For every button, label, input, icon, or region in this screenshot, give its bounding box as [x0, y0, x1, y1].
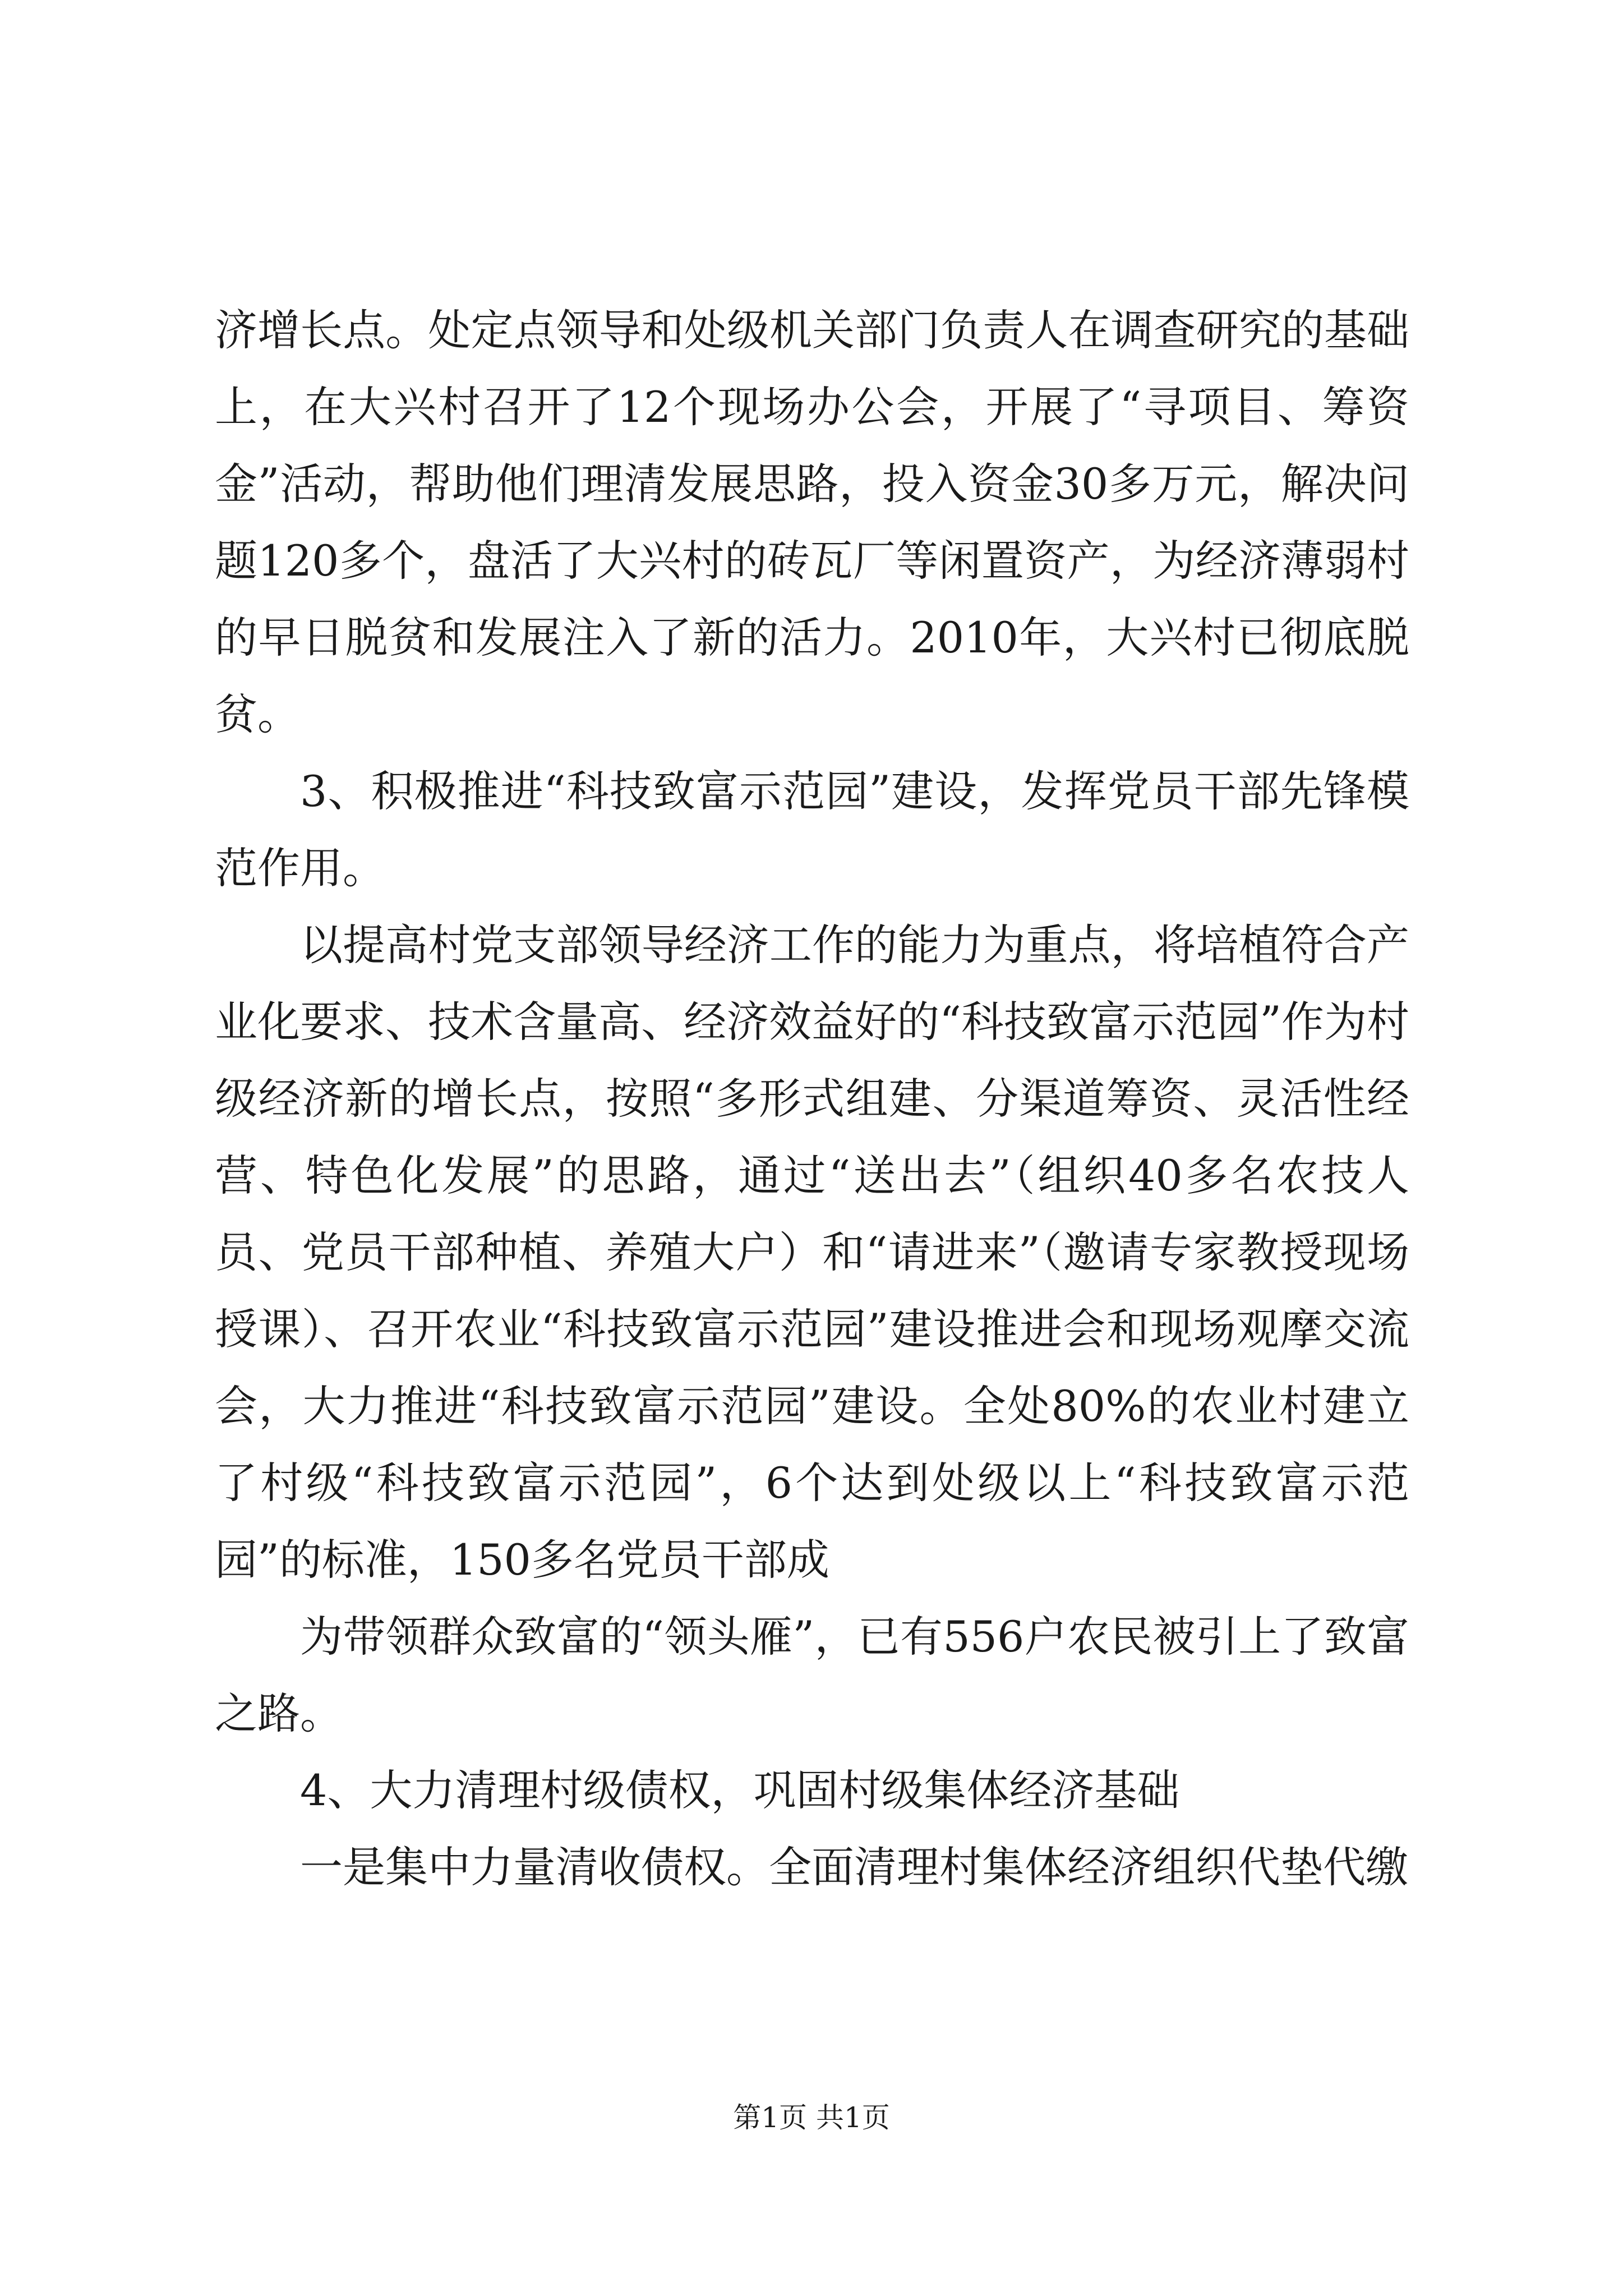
paragraph-6: 一是集中力量清收债权。全面清理村集体经济组织代垫代缴 [300, 1842, 1408, 1892]
page-footer: 第1页 共1页 [733, 2101, 890, 2134]
paragraph-1: 济增长点。处定点领导和处级机关部门负责人在调查研究的基础上，在大兴村召开了12个现场办公会，开展了“寻项目、筹资金”活动，帮助他们理清发展思路，投入资金30多万元，解决问题120多个，盘活了大兴村的砖瓦厂等闲置资产，为经济薄弱村的早日脱贫和发展注入了新的活力。2010年，大兴村已彻底脱贫。 [215, 305, 1409, 739]
paragraph-5-heading: 4、大力清理村级债权，巩固村级集体经济基础 [300, 1765, 1180, 1815]
document-body [215, 292, 1409, 1906]
paragraph-3: 以提高村党支部领导经济工作的能力为重点，将培植符合产业化要求、技术含量高、经济效益好的“科技致富示范园”作为村级经济新的增长点，按照“多形式组建、分渠道筹资、灵活性经营、特色化发展”的思路，通过“送出去”（组织40多名农技人员、党员干部种植、养殖大户）和“请进来”（邀请专家教授现场授课）、召开农业“科技致富示范园”建设推进会和现场观摩交流会，大力推进“科技致富示范园”建设。全处80%的农业村建立了村级“科技致富示范园”，6个达到处级以上“科技致富示范园”的标准，150多名党员干部成 [215, 920, 1409, 1585]
paragraph-2-heading: 3、积极推进“科技致富示范园”建设，发挥党员干部先锋模范作用。 [215, 766, 1409, 893]
paragraph-4: 为带领群众致富的“领头雁”，已有556户农民被引上了致富之路。 [215, 1612, 1409, 1738]
